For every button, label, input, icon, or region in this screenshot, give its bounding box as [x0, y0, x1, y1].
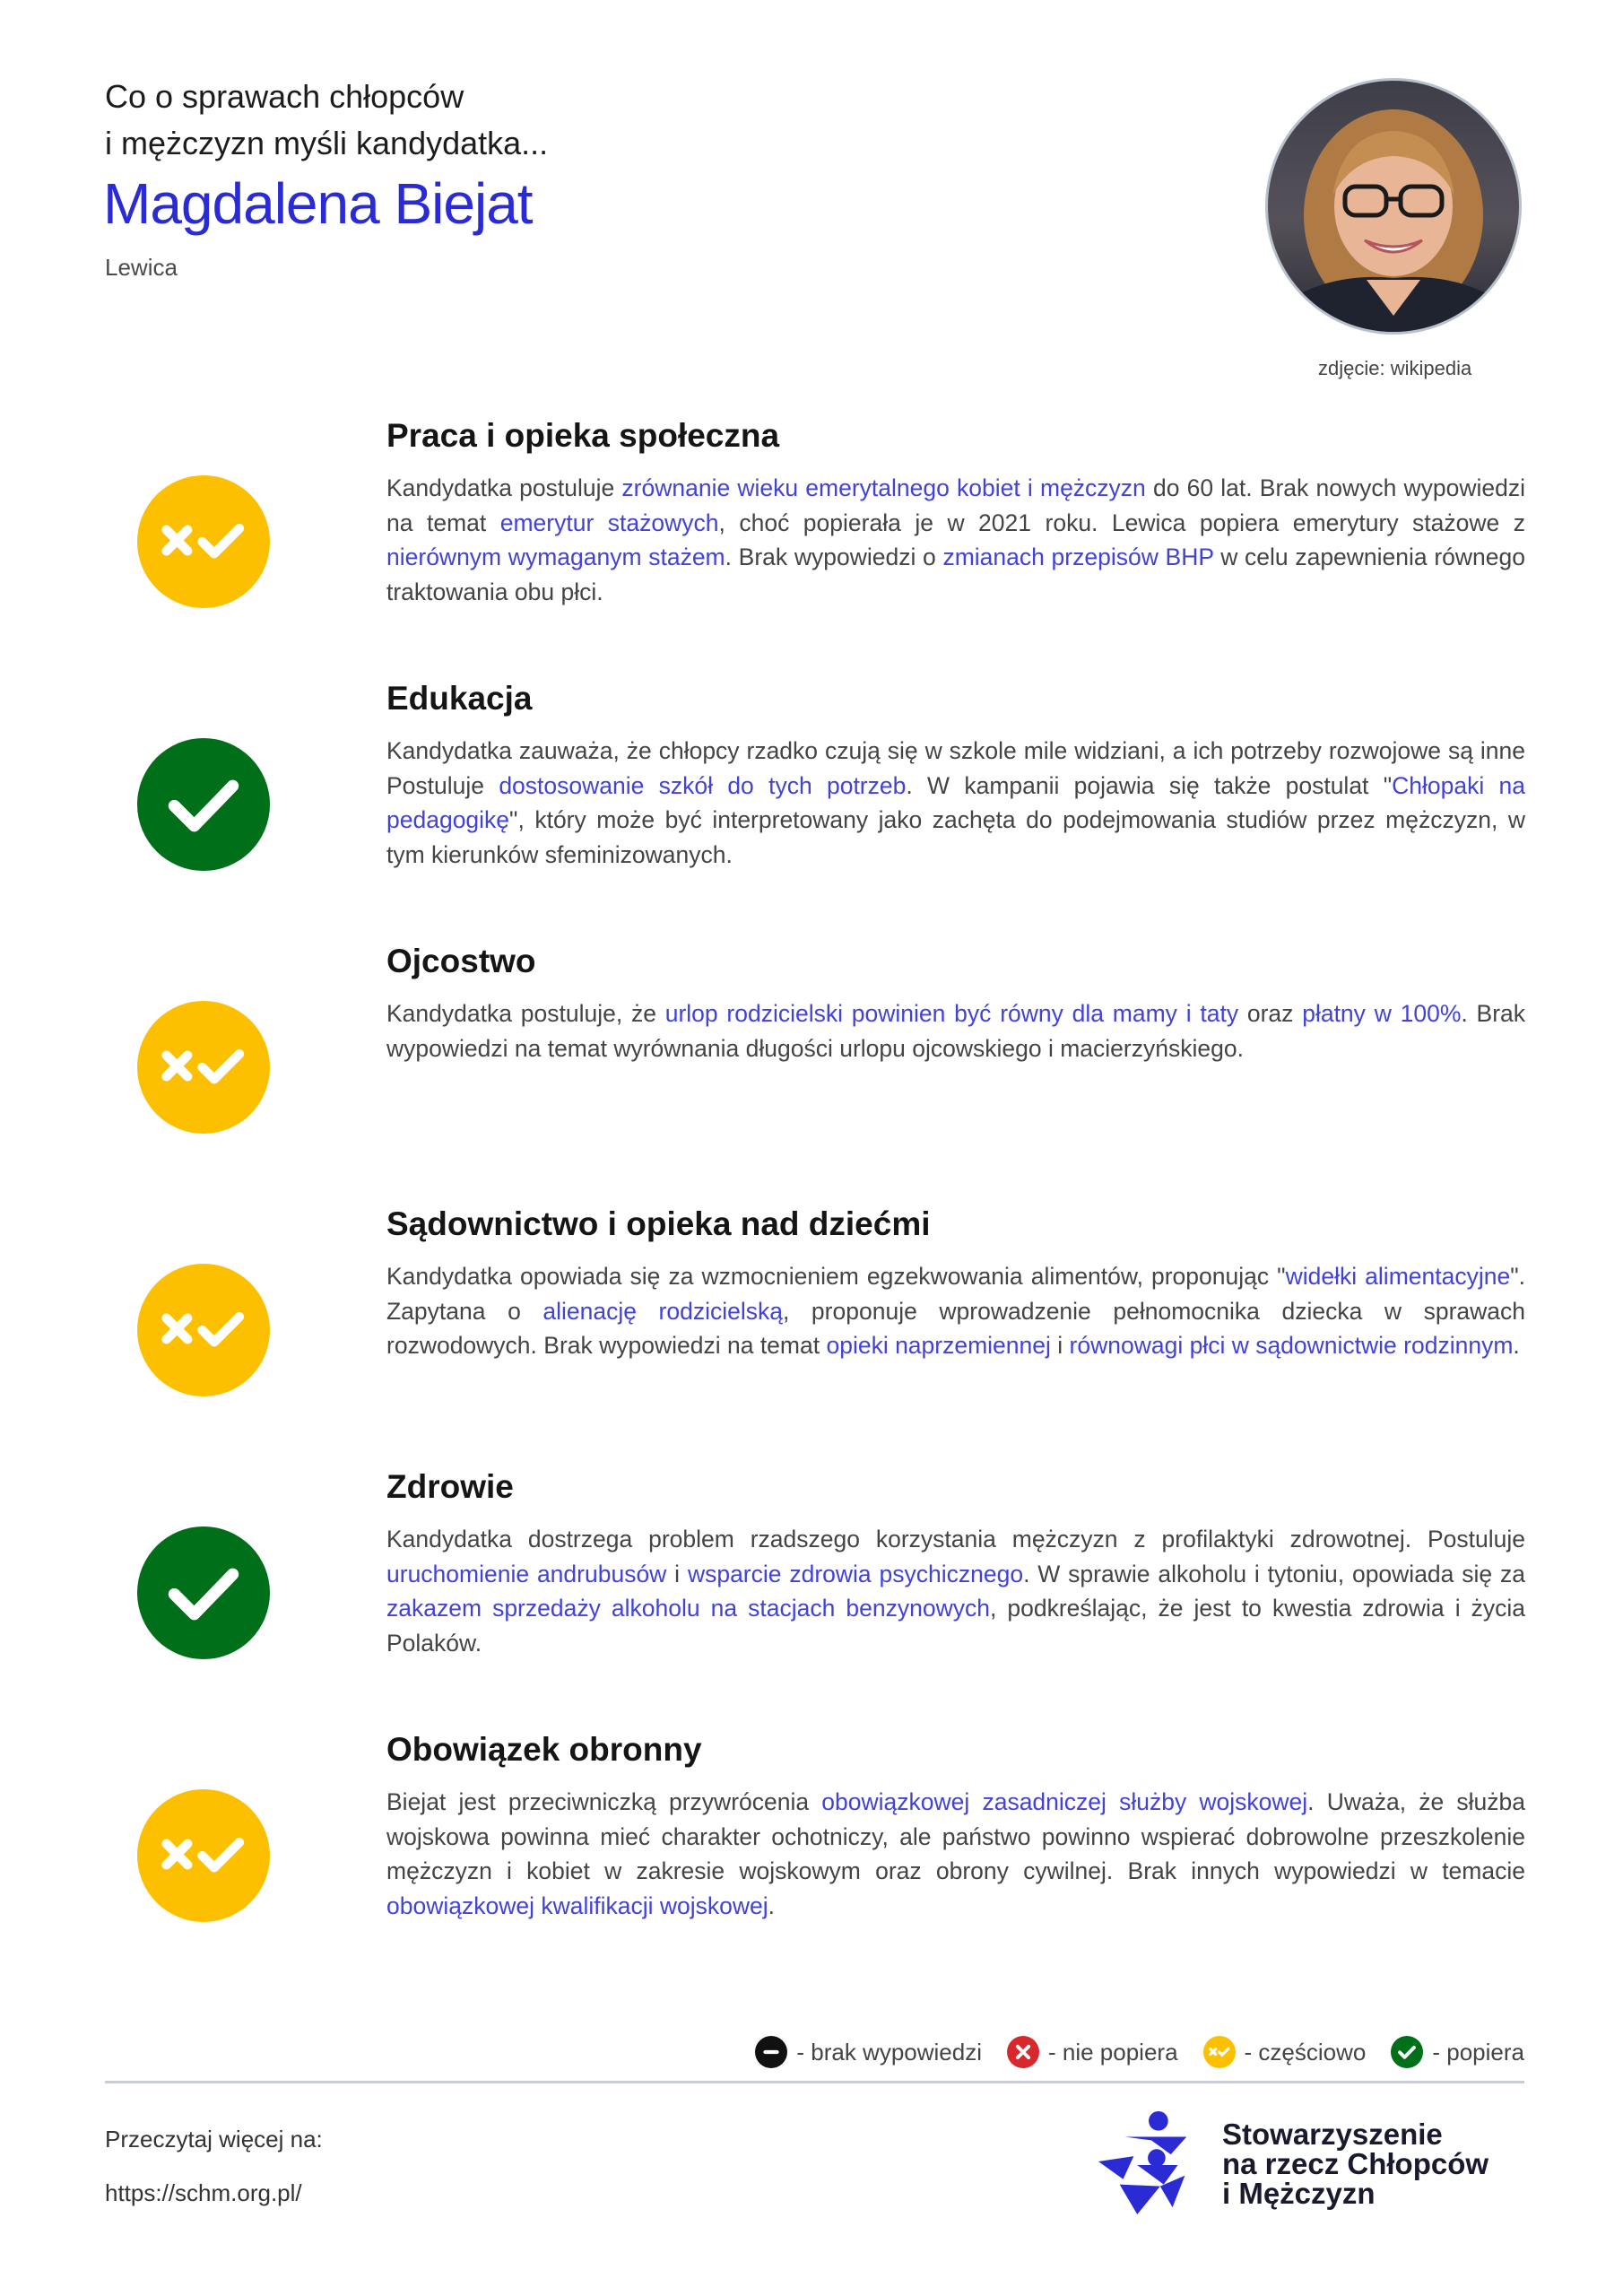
rating-icon-support — [137, 1526, 270, 1659]
read-more-label: Przeczytaj więcej na: — [105, 2126, 323, 2152]
inline-link[interactable]: zakazem sprzedaży alkoholu na stacjach benzynowych — [386, 1595, 990, 1622]
section-body — [386, 471, 1525, 609]
rating-icon-partial — [137, 475, 270, 608]
inline-link[interactable]: uruchomienie andrubusów — [386, 1560, 667, 1587]
organization-logo — [1098, 2110, 1488, 2216]
section-body — [386, 1785, 1525, 1923]
section-body — [386, 996, 1525, 1065]
legend-item-oppose — [1007, 2036, 1178, 2068]
section-title: Ojcostwo — [386, 943, 536, 979]
legend-item-partial — [1203, 2036, 1367, 2068]
read-more — [105, 2112, 323, 2220]
intro-text — [105, 74, 548, 167]
org-name-line-2: na rzecz Chłopców — [1222, 2146, 1489, 2180]
legend-label: - brak wypowiedzi — [796, 2038, 982, 2066]
section-title: Praca i opieka społeczna — [386, 417, 780, 454]
body-text: w celu zapewnienia równego traktowania obu płci. — [386, 544, 1525, 605]
org-name-line-1: Stowarzyszenie — [1222, 2117, 1443, 2151]
body-text: , proponuje wprowadzenie pełnomocnika dziecka w sprawach rozwodowych. Brak wypowiedzi na temat — [386, 1297, 1525, 1359]
inline-link[interactable]: urlop rodzicielski powinien być równy dla mamy i taty — [664, 1000, 1239, 1027]
organization-emblem-icon — [1098, 2110, 1204, 2216]
legend — [690, 2036, 1524, 2068]
legend-item-support — [1391, 2036, 1524, 2068]
inline-link[interactable]: zmianach przepisów BHP — [942, 544, 1214, 570]
support-icon — [1391, 2036, 1423, 2068]
body-text: Kandydatka opowiada się za wzmocnieniem egzekwowania alimentów, proponując " — [386, 1263, 1286, 1290]
body-text: i — [666, 1560, 688, 1587]
body-text: . — [768, 1892, 776, 1919]
body-text: . Brak wypowiedzi o — [725, 544, 943, 570]
body-text: oraz — [1238, 1000, 1303, 1027]
photo-credit: zdjęcie: wikipedia — [1318, 357, 1472, 379]
rating-icon-partial — [137, 1001, 270, 1134]
no-statement-icon — [755, 2036, 787, 2068]
body-text: Kandydatka dostrzega problem rzadszego korzystania mężczyzn z profilaktyki zdrowotnej. Postuluje — [386, 1526, 1525, 1552]
inline-link[interactable]: zrównanie wieku emerytalnego kobiet i mężczyzn — [621, 474, 1146, 501]
body-text: Kandydatka postuluje, że — [386, 1000, 665, 1027]
candidate-name: Magdalena Biejat — [103, 171, 533, 236]
oppose-icon — [1007, 2036, 1039, 2068]
body-text: . W kampanii pojawia się także postulat " — [906, 771, 1393, 799]
inline-link[interactable]: płatny w 100% — [1302, 1000, 1462, 1027]
website-link[interactable]: https://schm.org.pl/ — [105, 2179, 302, 2206]
rating-icon-partial — [137, 1264, 270, 1396]
body-text: . Uważa, że służba wojskowa powinna mieć charakter ochotniczy, ale państwo powinno wspierać dobrowolne przeszkolenie mężczyzn i kobiet w zakresie wojskowym oraz obrony cywilnej. Brak innych wypowiedzi w temacie — [386, 1788, 1526, 1884]
inline-link[interactable]: Chłopaki na pedagogikę — [386, 771, 1526, 833]
rating-icon-support — [137, 738, 270, 871]
portrait-illustration — [1268, 81, 1519, 332]
inline-link[interactable]: obowiązkowej zasadniczej służby wojskowej — [821, 1788, 1308, 1815]
intro-line-2: i mężczyzn myśli kandydatka... — [105, 125, 549, 161]
inline-link[interactable]: obowiązkowej kwalifikacji wojskowej — [386, 1892, 768, 1919]
legend-item-none — [755, 2036, 982, 2068]
footer-divider — [105, 2081, 1524, 2083]
inline-link[interactable]: emerytur stażowych — [499, 509, 719, 536]
inline-link[interactable]: widełki alimentacyjne — [1285, 1263, 1511, 1290]
inline-link[interactable]: opieki naprzemiennej — [826, 1332, 1051, 1359]
inline-link[interactable]: równowagi płci w sądownictwie rodzinnym — [1069, 1332, 1514, 1359]
body-text: . — [1513, 1332, 1520, 1359]
organization-name — [1222, 2119, 1488, 2208]
body-text: Kandydatka postuluje — [386, 474, 622, 501]
intro-line-1: Co o sprawach chłopców — [105, 78, 464, 115]
org-name-line-3: i Mężczyzn — [1222, 2176, 1376, 2210]
section-title: Obowiązek obronny — [386, 1731, 702, 1768]
body-text: . Brak wypowiedzi na temat wyrównania długości urlopu ojcowskiego i macierzyńskiego. — [386, 1000, 1526, 1062]
inline-link[interactable]: wsparcie zdrowia psychicznego — [687, 1560, 1024, 1587]
section-body — [386, 1522, 1525, 1660]
party-name: Lewica — [105, 254, 178, 281]
section-body — [386, 734, 1525, 872]
body-text: ", który może być interpretowany jako zachęta do podejmowania studiów przez mężczyzn, w tym kierunków sfeminizowanych. — [386, 806, 1525, 868]
partial-icon — [1203, 2036, 1236, 2068]
legend-label: - nie popiera — [1048, 2038, 1178, 2066]
body-text: Biejat jest przeciwniczką przywrócenia — [386, 1788, 822, 1815]
section-body — [386, 1259, 1525, 1363]
legend-label: - częściowo — [1244, 2038, 1367, 2066]
section-title: Zdrowie — [386, 1468, 514, 1505]
body-text: Kandydatka zauważa, że chłopcy rzadko czują się w szkole mile widziani, a ich potrzeby rozwojowe są inne Postuluje — [386, 737, 1525, 799]
section-title: Sądownictwo i opieka nad dziećmi — [386, 1205, 931, 1242]
body-text: ". Zapytana o — [386, 1263, 1525, 1325]
body-text: do 60 lat. Brak nowych wypowiedzi na temat — [386, 474, 1525, 536]
body-text: , choć popierała je w 2021 roku. Lewica popiera emerytury stażowe z — [718, 509, 1526, 536]
candidate-photo — [1265, 78, 1522, 335]
body-text: , podkreślając, że jest to kwestia zdrowia i życia Polaków. — [386, 1595, 1525, 1657]
legend-label: - popiera — [1432, 2038, 1524, 2066]
inline-link[interactable]: dostosowanie szkół do tych potrzeb — [499, 771, 907, 799]
rating-icon-partial — [137, 1789, 270, 1922]
inline-link[interactable]: nierównym wymaganym stażem — [386, 544, 725, 570]
inline-link[interactable]: alienację rodzicielską — [542, 1297, 783, 1325]
section-title: Edukacja — [386, 680, 533, 717]
body-text: i — [1050, 1332, 1070, 1359]
body-text: . W sprawie alkoholu i tytoniu, opowiada się za — [1023, 1560, 1525, 1587]
